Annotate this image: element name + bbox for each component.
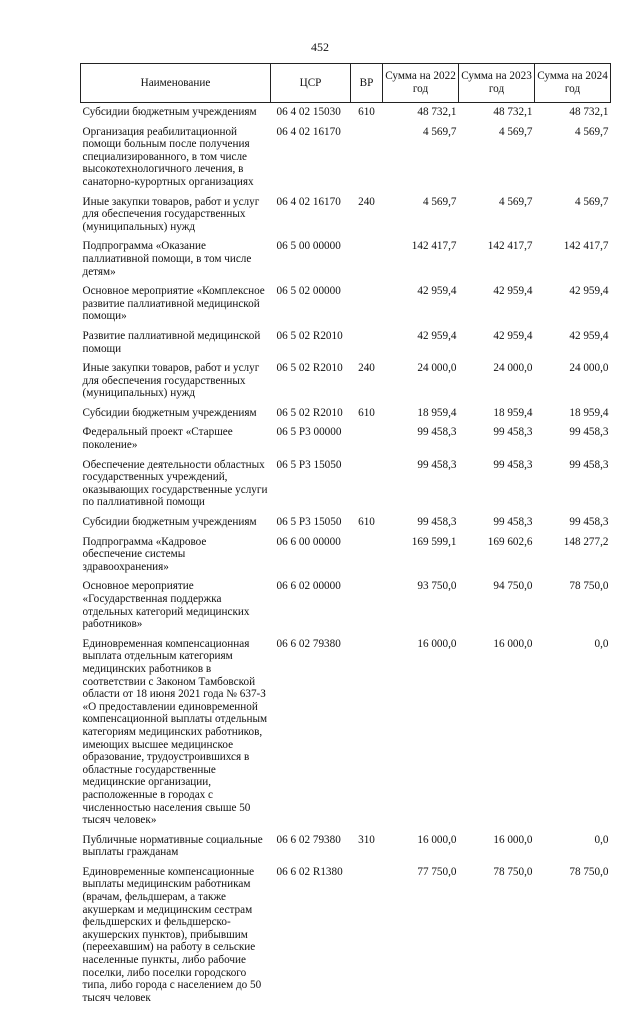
row-csr: 06 6 02 R1380 — [276, 865, 343, 878]
table-row — [81, 124, 611, 194]
row-csr: 06 4 02 16170 — [276, 125, 341, 138]
row-vr — [351, 124, 383, 194]
row-sum-2023: 99 458,3 — [493, 516, 533, 529]
row-sum-2023: 99 458,3 — [493, 426, 533, 439]
table-row — [81, 578, 611, 635]
row-csr: 06 4 02 15030 — [276, 106, 341, 118]
row-sum-2024: 4 569,7 — [574, 125, 609, 138]
row-vr — [351, 283, 383, 328]
table-row — [81, 424, 611, 456]
row-csr: 06 4 02 16170 — [276, 195, 341, 208]
row-sum-2023: 18 959,4 — [493, 406, 533, 419]
row-sum-2022: 99 458,3 — [417, 516, 457, 529]
row-csr: 06 5 02 R2010 — [276, 329, 343, 342]
table-row — [81, 636, 611, 832]
row-sum-2024: 99 458,3 — [569, 426, 609, 439]
row-sum-2022: 142 417,7 — [411, 240, 457, 253]
row-csr: 06 5 P3 15050 — [276, 516, 342, 529]
row-name: Иные закупки товаров, работ и услуг для обеспечения государственных (муниципальных) нужд — [82, 195, 260, 233]
page-number: 452 — [311, 40, 329, 54]
row-csr: 06 5 00 00000 — [276, 240, 341, 253]
table-row — [81, 534, 611, 579]
row-sum-2024: 99 458,3 — [569, 516, 609, 529]
row-sum-2023: 169 602,6 — [487, 535, 533, 548]
row-sum-2023: 99 458,3 — [493, 458, 533, 471]
row-sum-2022: 48 732,1 — [417, 106, 457, 118]
row-sum-2024: 42 959,4 — [569, 285, 609, 298]
row-sum-2022: 169 599,1 — [411, 535, 457, 548]
row-sum-2022: 16 000,0 — [417, 637, 457, 650]
row-name: Единовременная компенсационная выплата отдельным категориям медицинских работников в соответствии с Законом Тамбовской области от 18 июня 2021 года № 637-З «О предоставлении единовременной компенсационной выплаты отдельным категориям медицинских работников, имеющих высшее медицинское образование, трудоустроившихся в областные государственные медицинские организации, расположенные в городах с численностью населения свыше 50 тысяч человек» — [82, 637, 268, 827]
table-row — [81, 103, 611, 124]
row-csr: 06 5 P3 00000 — [276, 426, 342, 439]
row-sum-2022: 42 959,4 — [417, 285, 457, 298]
row-sum-2023: 16 000,0 — [493, 833, 533, 846]
header-sum-2024: Сумма на 2024 год — [535, 64, 611, 103]
row-name: Субсидии бюджетным учреждениям — [82, 406, 257, 419]
row-sum-2023: 142 417,7 — [487, 240, 533, 253]
header-vr: ВР — [351, 64, 383, 103]
row-sum-2024: 48 732,1 — [569, 106, 609, 118]
row-name: Основное мероприятие «Государственная поддержка отдельных категорий медицинских работников» — [82, 580, 250, 631]
row-vr: 310 — [358, 833, 375, 846]
row-sum-2024: 0,0 — [594, 637, 609, 650]
row-sum-2023: 4 569,7 — [498, 125, 533, 138]
row-vr: 240 — [358, 195, 375, 208]
row-sum-2023: 24 000,0 — [493, 362, 533, 375]
row-sum-2023: 94 750,0 — [493, 580, 533, 593]
table-row — [81, 238, 611, 283]
row-name: Субсидии бюджетным учреждениям — [82, 516, 257, 529]
header-csr: ЦСР — [271, 64, 351, 103]
row-csr: 06 5 02 00000 — [276, 285, 341, 298]
row-csr: 06 5 02 R2010 — [276, 406, 343, 419]
row-csr: 06 6 02 79380 — [276, 833, 341, 846]
row-name: Обеспечение деятельности областных государственных учреждений, оказывающих государственные услуги по паллиативной помощи — [82, 458, 268, 509]
row-name: Иные закупки товаров, работ и услуг для обеспечения государственных (муниципальных) нужд — [82, 362, 260, 400]
row-sum-2024: 18 959,4 — [569, 406, 609, 419]
row-vr: 610 — [358, 406, 375, 419]
row-sum-2023: 16 000,0 — [493, 637, 533, 650]
row-sum-2022: 4 569,7 — [422, 125, 457, 138]
table-row — [81, 864, 611, 1009]
row-sum-2022: 42 959,4 — [417, 329, 457, 342]
row-sum-2024: 99 458,3 — [569, 458, 609, 471]
table-row — [81, 328, 611, 360]
row-csr: 06 6 00 00000 — [276, 535, 341, 548]
row-vr — [351, 424, 383, 456]
row-name: Единовременные компенсационные выплаты медицинским работникам (врачам, фельдшерам, а также акушеркам и медицинским сестрам фельдшерских и фельдшерско-акушерских пунктов), прибывшим (переехавшим) на работу в сельские населенные пункты, либо рабочие поселки, либо поселки городского типа, либо города с населением до 50 тысяч человек — [82, 865, 262, 1004]
row-sum-2022: 24 000,0 — [417, 362, 457, 375]
row-sum-2023: 42 959,4 — [493, 285, 533, 298]
header-name: Наименование — [81, 64, 271, 103]
row-csr: 06 5 02 R2010 — [276, 362, 343, 375]
row-vr: 610 — [358, 106, 375, 118]
row-sum-2022: 77 750,0 — [417, 865, 457, 878]
row-name: Подпрограмма «Оказание паллиативной помощи, в том числе детям» — [82, 240, 252, 278]
row-vr — [351, 238, 383, 283]
budget-table — [80, 63, 611, 1009]
table-header-row — [81, 64, 611, 103]
row-sum-2024: 4 569,7 — [574, 195, 609, 208]
row-sum-2022: 4 569,7 — [422, 195, 457, 208]
row-vr — [351, 328, 383, 360]
row-name: Субсидии бюджетным учреждениям — [82, 106, 257, 118]
table-row — [81, 405, 611, 425]
row-csr: 06 6 02 00000 — [276, 580, 341, 593]
row-sum-2022: 99 458,3 — [417, 426, 457, 439]
row-sum-2023: 78 750,0 — [493, 865, 533, 878]
row-name: Основное мероприятие «Комплексное развитие паллиативной медицинской помощи» — [82, 285, 265, 323]
row-vr: 610 — [358, 516, 375, 529]
row-name: Организация реабилитационной помощи больным после получения специализированного, в том числе высокотехнологичного лечения, в санаторно-курортных организациях — [82, 125, 254, 188]
row-sum-2023: 4 569,7 — [498, 195, 533, 208]
table-row — [81, 360, 611, 405]
row-sum-2022: 93 750,0 — [417, 580, 457, 593]
row-vr — [351, 578, 383, 635]
row-csr: 06 5 P3 15050 — [276, 458, 342, 471]
row-name: Подпрограмма «Кадровое обеспечение системы здравоохранения» — [82, 535, 207, 573]
table-row — [81, 194, 611, 239]
row-sum-2024: 78 750,0 — [569, 865, 609, 878]
table-row — [81, 457, 611, 514]
row-sum-2024: 0,0 — [594, 833, 609, 846]
row-vr — [351, 636, 383, 832]
header-sum-2022: Сумма на 2022 год — [383, 64, 459, 103]
row-sum-2024: 78 750,0 — [569, 580, 609, 593]
row-csr: 06 6 02 79380 — [276, 637, 341, 650]
row-vr — [351, 534, 383, 579]
row-sum-2022: 16 000,0 — [417, 833, 457, 846]
table-row — [81, 283, 611, 328]
table-row — [81, 832, 611, 864]
row-sum-2024: 142 417,7 — [563, 240, 609, 253]
row-vr: 240 — [358, 362, 375, 375]
row-sum-2022: 18 959,4 — [417, 406, 457, 419]
row-name: Развитие паллиативной медицинской помощи — [82, 329, 261, 355]
row-sum-2022: 99 458,3 — [417, 458, 457, 471]
header-sum-2023: Сумма на 2023 год — [459, 64, 535, 103]
row-vr — [351, 864, 383, 1009]
row-sum-2024: 24 000,0 — [569, 362, 609, 375]
row-sum-2024: 42 959,4 — [569, 329, 609, 342]
row-sum-2024: 148 277,2 — [563, 535, 609, 548]
row-name: Федеральный проект «Старшее поколение» — [82, 426, 233, 452]
row-sum-2023: 42 959,4 — [493, 329, 533, 342]
row-vr — [351, 457, 383, 514]
row-name: Публичные нормативные социальные выплаты гражданам — [82, 833, 263, 859]
table-row — [81, 514, 611, 534]
row-sum-2023: 48 732,1 — [493, 106, 533, 118]
